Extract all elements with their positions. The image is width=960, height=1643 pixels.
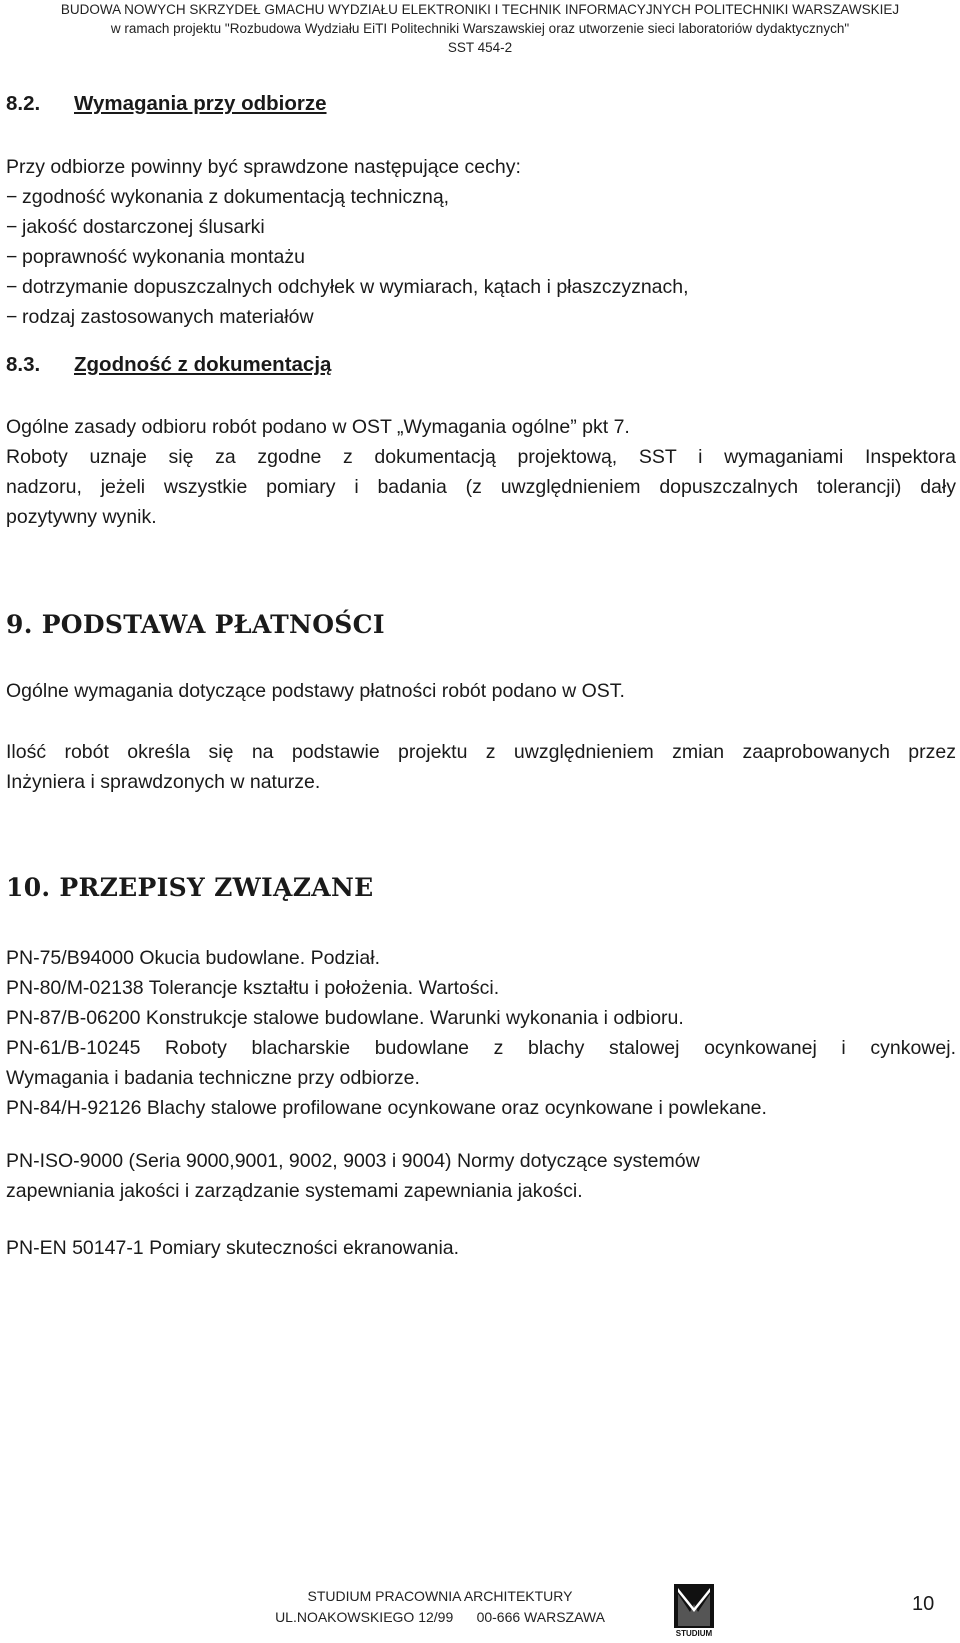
paragraph-line: nadzoru, jeżeli wszystkie pomiary i badania (z uwzględnieniem dopuszczalnych tolerancji) dały xyxy=(6,476,956,498)
section-9-paragraph-2 xyxy=(6,737,956,797)
header-line-2: w ramach projektu "Rozbudowa Wydziału EiTI Politechniki Warszawskiej oraz utworzenie sieci laboratoriów dydaktycznych" xyxy=(110,21,850,36)
studium-logo xyxy=(672,1582,716,1638)
standard-item: Wymagania i badania techniczne przy odbiorze. xyxy=(6,1067,420,1089)
section-9-paragraph-1: Ogólne wymagania dotyczące podstawy płatności robót podano w OST. xyxy=(6,680,625,702)
section-title: Wymagania przy odbiorze xyxy=(74,92,327,115)
section-8-3-body xyxy=(6,412,956,532)
standard-item: PN-84/H-92126 Blachy stalowe profilowane ocynkowane oraz ocynkowane i powlekane. xyxy=(6,1097,767,1119)
section-title: Zgodność z dokumentacją xyxy=(74,353,332,376)
en-standard xyxy=(6,1233,956,1263)
section-8-2-heading xyxy=(6,89,956,119)
list-item: − zgodność wykonania z dokumentacją techniczną, xyxy=(6,186,450,208)
standards-list xyxy=(6,943,956,1123)
standard-item: PN-61/B-10245 Roboty blacharskie budowlane z blachy stalowej ocynkowanej i cynkowej. xyxy=(6,1037,956,1059)
intro-text: Przy odbiorze powinny być sprawdzone następujące cechy: xyxy=(6,156,521,178)
standard-item: PN-ISO-9000 (Seria 9000,9001, 9002, 9003 i 9004) Normy dotyczące systemów xyxy=(6,1150,700,1172)
section-number: 8.3. xyxy=(6,353,41,376)
section-8-2-body xyxy=(6,152,956,332)
standard-item: PN-75/B94000 Okucia budowlane. Podział. xyxy=(6,947,380,969)
header-line-3: SST 454-2 xyxy=(447,40,513,55)
paragraph-line: pozytywny wynik. xyxy=(6,506,157,528)
footer-address: UL.NOAKOWSKIEGO 12/99 00-666 WARSZAWA xyxy=(275,1609,605,1625)
svg-text:STUDIUM: STUDIUM xyxy=(675,1629,713,1638)
standard-item: PN-EN 50147-1 Pomiary skuteczności ekranowania. xyxy=(6,1237,460,1259)
iso-standard xyxy=(6,1146,956,1206)
section-9-heading: 9. PODSTAWA PŁATNOŚCI xyxy=(6,610,385,639)
list-item: − poprawność wykonania montażu xyxy=(6,246,305,268)
page-number: 10 xyxy=(912,1593,935,1615)
section-10-heading: 10. PRZEPISY ZWIĄZANE xyxy=(6,873,374,902)
footer-company: STUDIUM PRACOWNIA ARCHITEKTURY xyxy=(307,1588,573,1604)
paragraph-line: Inżyniera i sprawdzonych w naturze. xyxy=(6,771,321,793)
standard-item: zapewniania jakości i zarządzanie systemami zapewniania jakości. xyxy=(6,1180,583,1202)
list-item: − rodzaj zastosowanych materiałów xyxy=(6,306,314,328)
paragraph-line: Ilość robót określa się na podstawie projektu z uwzględnieniem zmian zaaprobowanych przez xyxy=(6,741,956,763)
list-item: − jakość dostarczonej ślusarki xyxy=(6,216,265,238)
list-item: − dotrzymanie dopuszczalnych odchyłek w wymiarach, kątach i płaszczyznach, xyxy=(6,276,689,298)
header-line-1: BUDOWA NOWYCH SKRZYDEŁ GMACHU WYDZIAŁU ELEKTRONIKI I TECHNIK INFORMACYJNYCH POLITECHNIKI WARSZAWSKIEJ xyxy=(60,2,900,17)
standard-item: PN-80/M-02138 Tolerancje kształtu i położenia. Wartości. xyxy=(6,977,500,999)
section-number: 8.2. xyxy=(6,92,41,115)
standard-item: PN-87/B-06200 Konstrukcje stalowe budowlane. Warunki wykonania i odbioru. xyxy=(6,1007,684,1029)
paragraph: Ogólne zasady odbioru robót podano w OST „Wymagania ogólne” pkt 7. xyxy=(6,416,630,438)
section-8-3-heading xyxy=(6,350,956,380)
paragraph-line: Roboty uznaje się za zgodne z dokumentacją projektową, SST i wymaganiami Inspektora xyxy=(6,446,956,468)
